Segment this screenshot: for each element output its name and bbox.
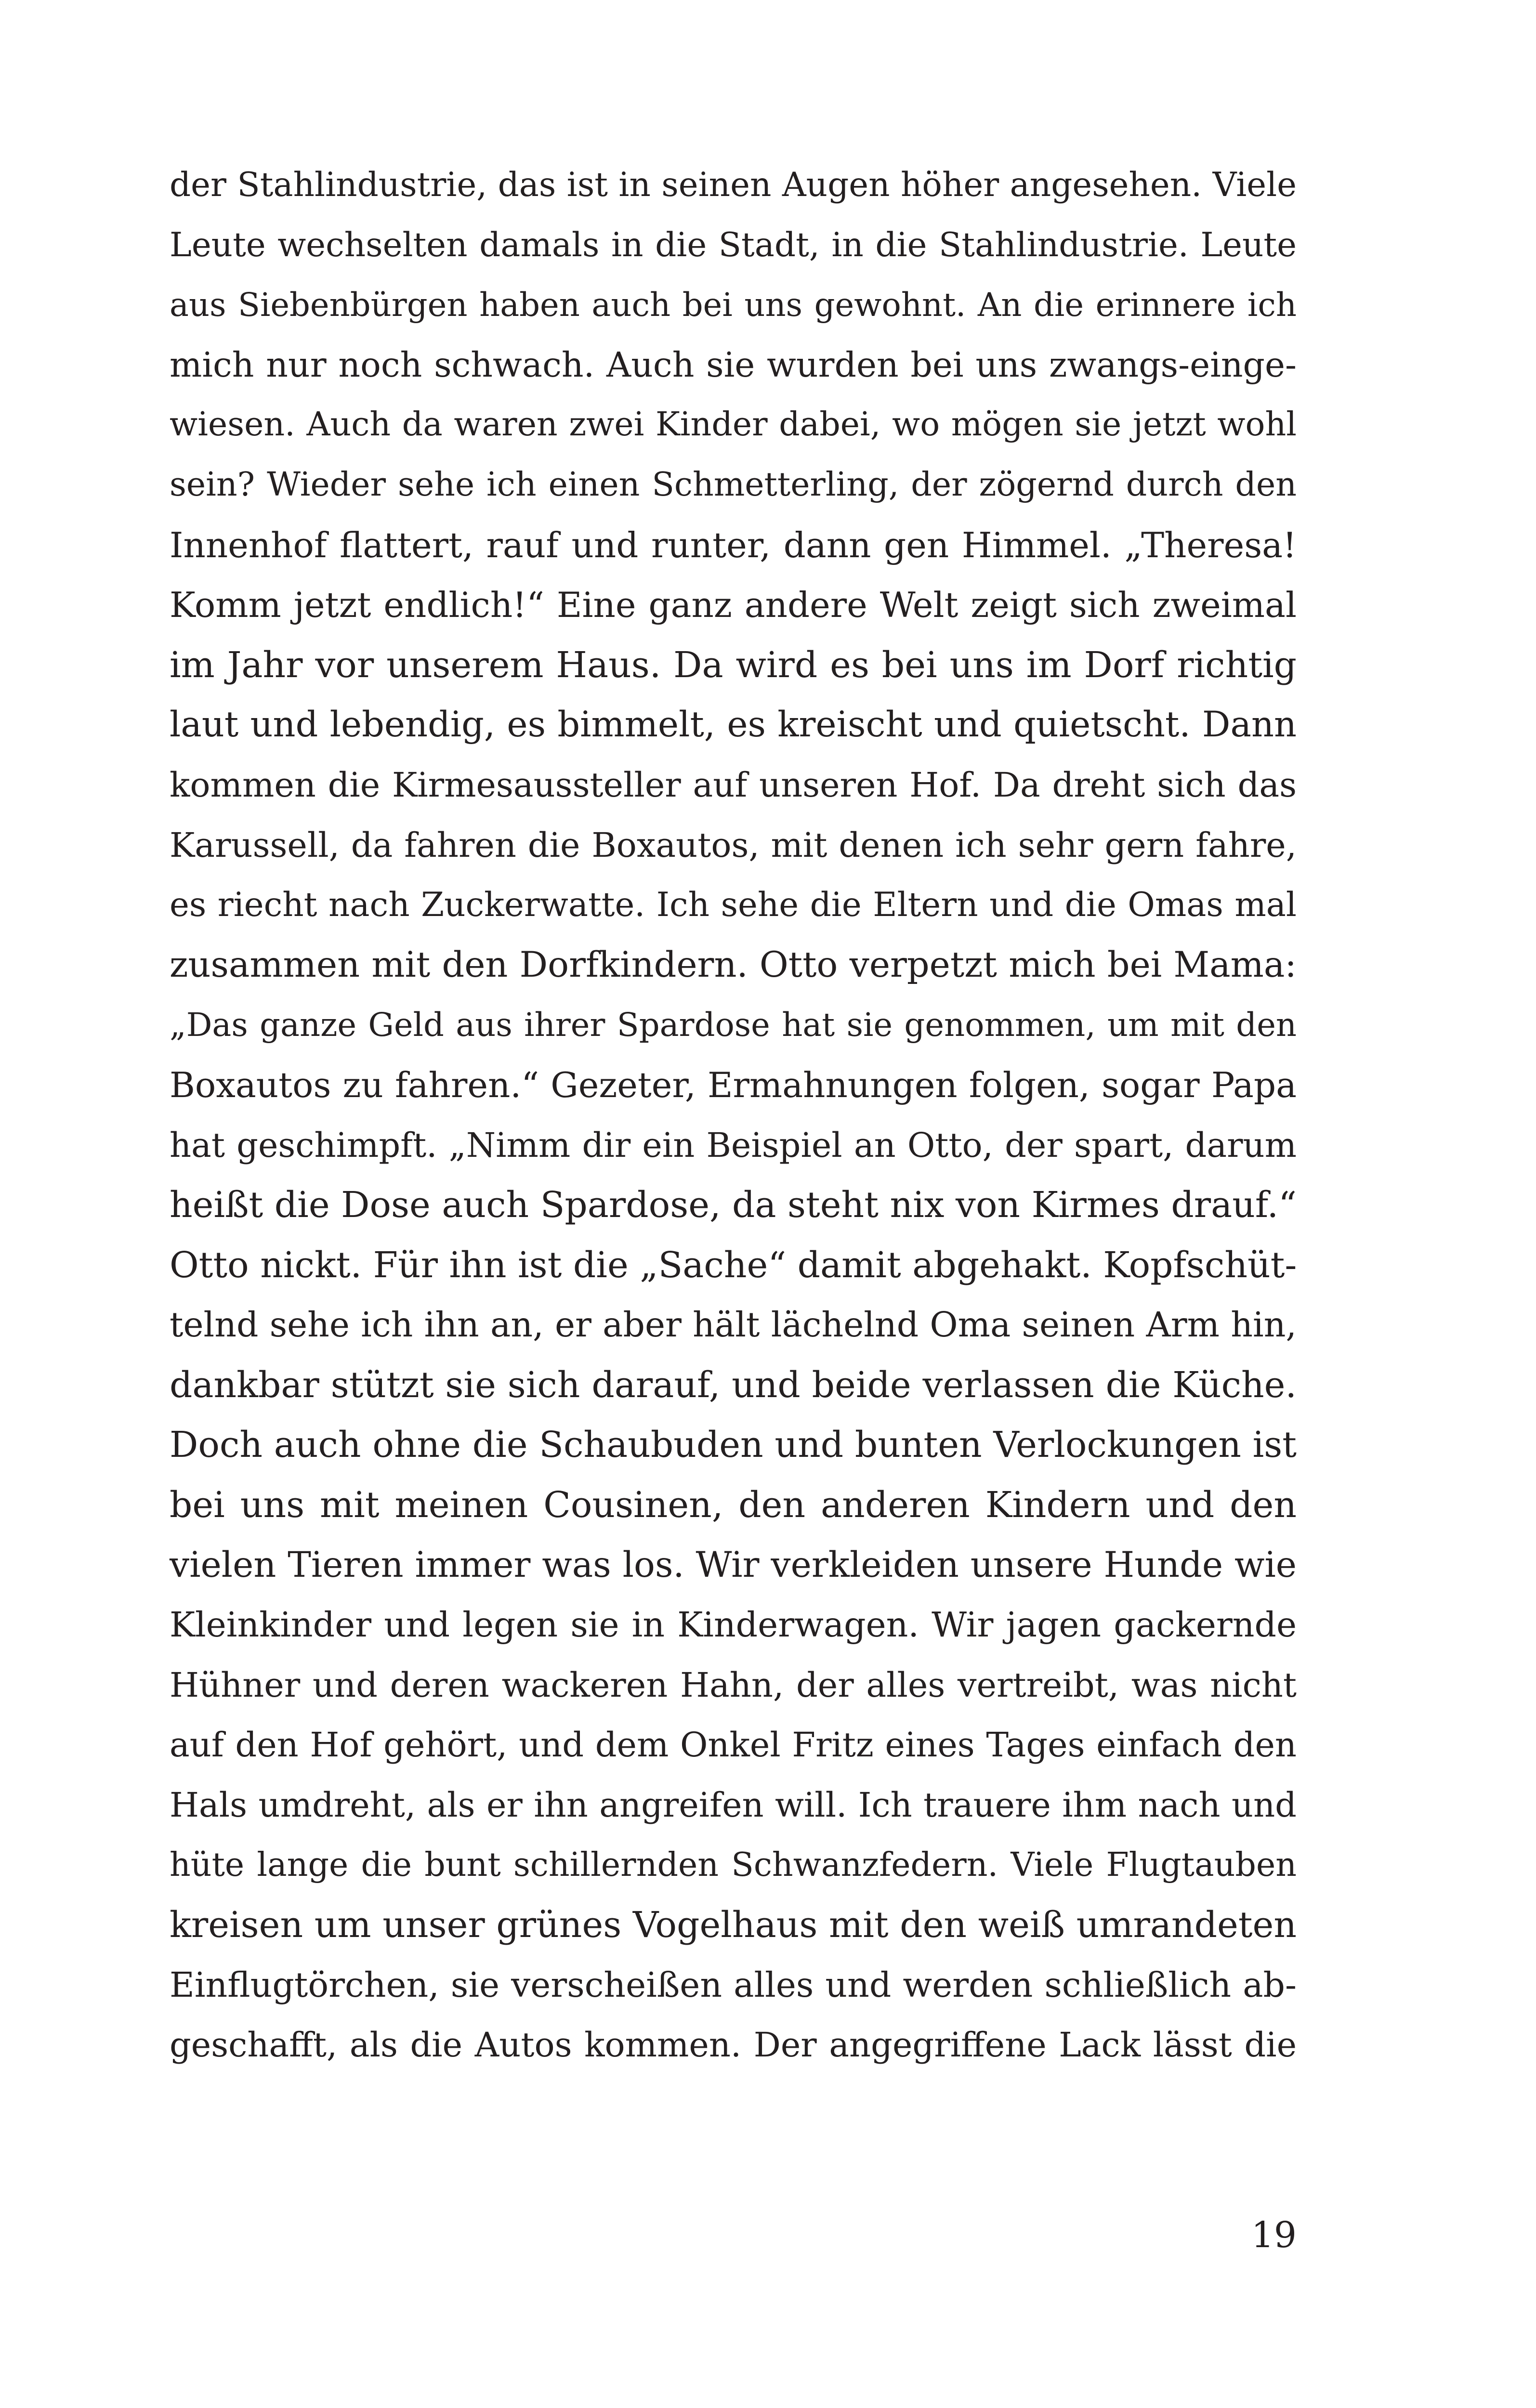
text-line: auf den Hof gehört, und dem Onkel Fritz eines Tages einfach den <box>170 1725 1297 1765</box>
text-line: dankbar stützt sie sich darauf, und beide verlassen die Küche. <box>170 1364 1297 1406</box>
text-line: vielen Tieren immer was los. Wir verkleiden unsere Hunde wie <box>170 1544 1297 1585</box>
text-line: wiesen. Auch da waren zwei Kinder dabei, wo mögen sie jetzt wohl <box>170 406 1297 444</box>
text-line: kommen die Kirmesaussteller auf unseren Hof. Da dreht sich das <box>170 765 1297 805</box>
text-line: aus Siebenbürgen haben auch bei uns gewohnt. An die erinnere ich <box>170 286 1297 324</box>
text-line: bei uns mit meinen Cousinen, den anderen Kindern und den <box>170 1484 1297 1526</box>
text-line: Einflugtörchen, sie verscheißen alles und werden schließlich ab- <box>170 1964 1297 2005</box>
text-line: kreisen um unser grünes Vogelhaus mit den weiß umrandeten <box>170 1904 1297 1946</box>
page-number: 19 <box>1251 2214 1297 2256</box>
text-line: mich nur noch schwach. Auch sie wurden bei uns zwangs-einge- <box>170 344 1297 385</box>
text-line: hüte lange die bunt schillernden Schwanzfedern. Viele Flugtauben <box>170 1845 1297 1884</box>
text-line: laut und lebendig, es bimmelt, es kreischt und quietscht. Dann <box>170 704 1297 746</box>
text-line: Hühner und deren wackeren Hahn, der alles vertreibt, was nicht <box>170 1665 1297 1705</box>
text-line: Kleinkinder und legen sie in Kinderwagen. Wir jagen gackernde <box>170 1605 1297 1645</box>
body-text <box>170 155 1297 2075</box>
text-line: hat geschimpft. „Nimm dir ein Beispiel an Otto, der spart, darum <box>170 1125 1297 1165</box>
text-line: es riecht nach Zuckerwatte. Ich sehe die Eltern und die Omas mal <box>170 886 1297 925</box>
text-line: zusammen mit den Dorfkindern. Otto verpetzt mich bei Mama: <box>170 944 1297 985</box>
text-line: Komm jetzt endlich!“ Eine ganz andere Welt zeigt sich zweimal <box>170 585 1297 626</box>
text-line: „Das ganze Geld aus ihrer Spardose hat sie genommen, um mit den <box>170 1006 1297 1044</box>
text-line: Doch auch ohne die Schaubuden und bunten Verlockungen ist <box>170 1424 1297 1466</box>
text-line: der Stahlindustrie, das ist in seinen Augen höher angesehen. Viele <box>170 166 1297 204</box>
text-line: Hals umdreht, als er ihn angreifen will. Ich trauere ihm nach und <box>170 1785 1297 1825</box>
text-line: heißt die Dose auch Spardose, da steht nix von Kirmes drauf.“ <box>170 1184 1297 1226</box>
text-line: Leute wechselten damals in die Stadt, in die Stahlindustrie. Leute <box>170 225 1297 264</box>
text-line: geschafft, als die Autos kommen. Der angegriffene Lack lässt die <box>170 2025 1297 2065</box>
text-line: telnd sehe ich ihn an, er aber hält lächelnd Oma seinen Arm hin, <box>170 1305 1297 1345</box>
text-line: sein? Wieder sehe ich einen Schmetterling, der zögernd durch den <box>170 465 1297 504</box>
text-line: Otto nickt. Für ihn ist die „Sache“ damit abgehakt. Kopfschüt- <box>170 1244 1297 1286</box>
text-line: Boxautos zu fahren.“ Gezeter, Ermahnungen folgen, sogar Papa <box>170 1064 1297 1105</box>
text-line: Innenhof flattert, rauf und runter, dann gen Himmel. „Theresa! <box>170 524 1297 565</box>
text-line: im Jahr vor unserem Haus. Da wird es bei uns im Dorf richtig <box>170 644 1297 686</box>
text-line: Karussell, da fahren die Boxautos, mit denen ich sehr gern fahre, <box>170 825 1297 865</box>
